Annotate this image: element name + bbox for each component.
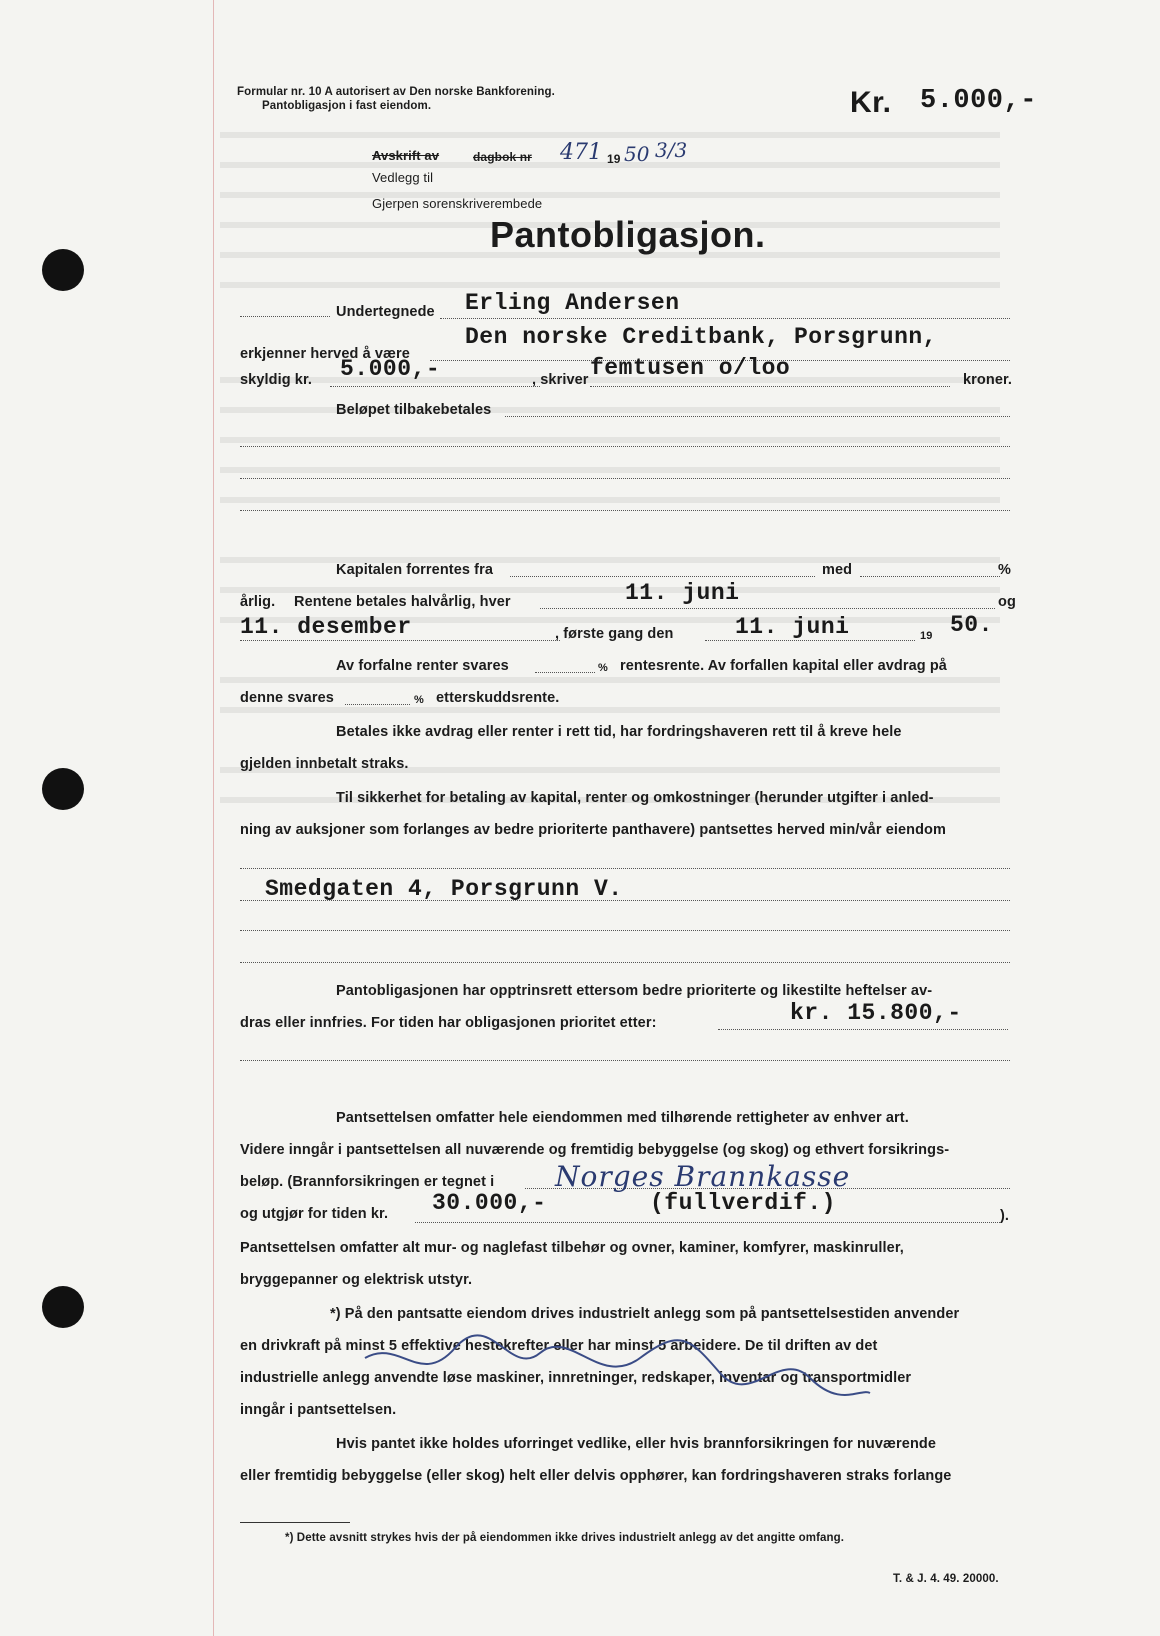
betales-line1: Betales ikke avdrag eller renter i rett tid, har fordringshaveren rett til å kreve hele <box>336 724 902 740</box>
year-value: 50. <box>950 612 993 638</box>
stamp-year-prefix: 19 <box>607 152 621 166</box>
debtor-name: Erling Andersen <box>465 290 680 316</box>
tilbehor-line1: Pantsettelsen omfatter alt mur- og naglefast tilbehør og ovner, kaminer, komfyrer, maskinruller, <box>240 1240 904 1256</box>
med-label: med <box>822 562 853 578</box>
sikkerhet-line2: ning av auksjoner som forlanges av bedre prioriterte panthavere) pantsettes herved min/vår eiendom <box>240 822 947 838</box>
undertegnede-label: Undertegnede <box>336 304 435 320</box>
sikkerhet-line1: Til sikkerhet for betaling av kapital, renter og omkostninger (herunder utgifter i anled- <box>336 790 934 806</box>
stamp-year: 50 <box>624 142 650 166</box>
punch-hole <box>42 1286 84 1328</box>
margin-line <box>213 0 214 1636</box>
opptrinn-line1: Pantobligasjonen har opptrinsrett ettersom bedre prioriterte og likestilte heftelser av- <box>336 983 933 999</box>
first-interest-date: 11. juni <box>625 580 740 606</box>
industri-line4: inngår i pantsettelsen. <box>240 1402 397 1418</box>
belopet-label: Beløpet tilbakebetales <box>336 402 492 418</box>
first-payment-date: 11. juni <box>735 614 850 640</box>
insured-value-type: (fullverdif.) <box>650 1190 836 1216</box>
punch-hole <box>42 768 84 810</box>
footnote-rule <box>240 1522 350 1523</box>
stamp-dagbok-label: dagbok nr <box>473 150 532 164</box>
amount-header-value: 5.000,- <box>920 86 1037 116</box>
stamp-date: 3/3 <box>655 138 688 162</box>
form-number: Formular nr. 10 A autorisert av Den norske Bankforening. <box>237 86 555 98</box>
stamp-avskrift: Avskrift av <box>372 148 440 163</box>
opptrinn-line2: dras eller innfries. For tiden har obligasjonen prioritet etter: <box>240 1015 657 1031</box>
creditor-name: Den norske Creditbank, Porsgrunn, <box>465 324 937 350</box>
brann-label: beløp. (Brannforsikringen er tegnet i <box>240 1174 495 1190</box>
industri-line1: *) På den pantsatte eiendom drives industrielt anlegg som på pantsettelsestiden anvender <box>330 1306 960 1322</box>
footnote: *) Dette avsnitt strykes hvis der på eiendommen ikke drives industrielt anlegg av det angitte omfang. <box>285 1532 845 1544</box>
insured-value: 30.000,- <box>432 1190 547 1216</box>
form-type: Pantobligasjon i fast eiendom. <box>262 100 432 112</box>
skriver-label: , skriver <box>532 372 589 388</box>
kapitalen-label: Kapitalen forrentes fra <box>336 562 494 578</box>
arlig-label: årlig. <box>240 594 276 610</box>
year-prefix: 19 <box>920 630 933 642</box>
industri-line2: en drivkraft på minst 5 effektive hestekrefter eller har minst 5 arbeidere. De til driften av det <box>240 1338 878 1354</box>
tilbehor-line2: bryggepanner og elektrisk utstyr. <box>240 1272 473 1288</box>
punch-hole <box>42 249 84 291</box>
forfalne-text: Av forfalne renter svares <box>336 658 509 674</box>
amount-words: femtusen o/loo <box>590 355 791 381</box>
print-mark: T. & J. 4. 49. 20000. <box>893 1573 999 1585</box>
rentesrente-text: rentesrente. Av forfallen kapital eller avdrag på <box>620 658 947 674</box>
stamp-office: Gjerpen sorenskriverembede <box>372 196 543 211</box>
etterskudd-text: etterskuddsrente. <box>436 690 560 706</box>
prior-encumbrance: kr. 15.800,- <box>790 1000 962 1026</box>
erkjenner-label: erkjenner herved å være <box>240 346 410 362</box>
property-address: Smedgaten 4, Porsgrunn V. <box>265 876 623 902</box>
betales-line2: gjelden innbetalt straks. <box>240 756 409 772</box>
forste-gang-label: , første gang den <box>555 626 674 642</box>
renter-label: Rentene betales halvårlig, hver <box>294 594 511 610</box>
omfatter-line1: Pantsettelsen omfatter hele eiendommen med tilhørende rettigheter av enhver art. <box>336 1110 909 1126</box>
denne-svares-text: denne svares <box>240 690 334 706</box>
amount-header-label: Kr. <box>850 86 892 119</box>
stamp-dagbok-nr: 471 <box>560 140 602 165</box>
amount-owed: 5.000,- <box>340 356 441 382</box>
skyldig-label: skyldig kr. <box>240 372 313 388</box>
document-title: Pantobligasjon. <box>490 214 766 255</box>
close-paren: ). <box>1000 1208 1010 1224</box>
strike-through-scribble <box>360 1318 880 1398</box>
omfatter-line2: Videre inngår i pantsettelsen all nuværende og fremtidig bebyggelse (og skog) og ethvert forsikrings- <box>240 1142 950 1158</box>
hvis-line2: eller fremtidig bebyggelse (eller skog) helt eller delvis opphører, kan fordringshaveren straks forlange <box>240 1468 952 1484</box>
utgjor-label: og utgjør for tiden kr. <box>240 1206 389 1222</box>
second-interest-date: 11. desember <box>240 614 412 640</box>
industri-line3: industrielle anlegg anvendte løse maskiner, innretninger, redskaper, inventar og transportmidler <box>240 1370 912 1386</box>
insurer-signature: Norges Brannkasse <box>555 1160 851 1193</box>
interest-pct-symbol: % <box>998 562 1011 578</box>
og-label: og <box>998 594 1016 610</box>
hvis-line1: Hvis pantet ikke holdes uforringet vedlike, eller hvis brannforsikringen for nuværende <box>336 1436 937 1452</box>
kroner-label: kroner. <box>963 372 1013 388</box>
stamp-vedlegg: Vedlegg til <box>372 170 434 185</box>
